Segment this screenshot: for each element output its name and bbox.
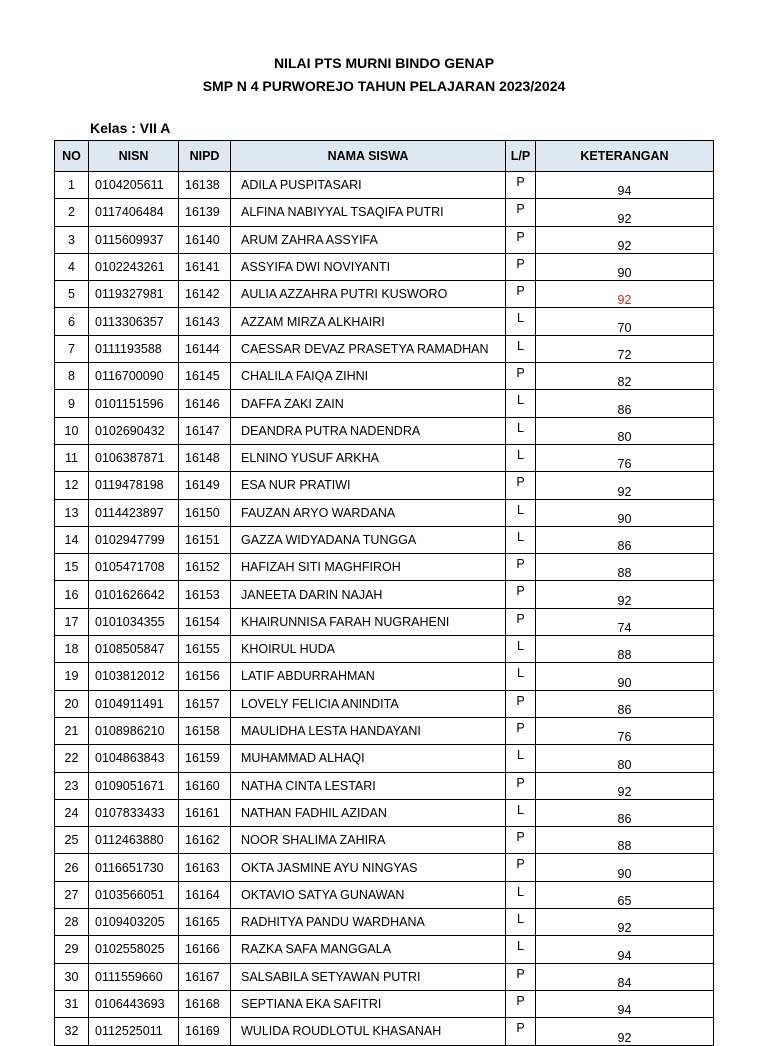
student-name-cell: GAZZA WIDYADANA TUNGGA xyxy=(231,526,506,553)
table-row xyxy=(55,772,714,799)
table-row xyxy=(55,663,714,690)
nisn-cell: 0101151596 xyxy=(89,390,179,417)
nipd-cell: 16156 xyxy=(179,663,231,690)
nisn-cell: 0102243261 xyxy=(89,253,179,280)
gender-cell: P xyxy=(506,472,536,499)
gender-cell: L xyxy=(506,881,536,908)
gender-cell: P xyxy=(506,690,536,717)
gender-cell: L xyxy=(506,417,536,444)
score-cell: 86 xyxy=(536,390,714,417)
student-name-cell: KHAIRUNNISA FARAH NUGRAHENI xyxy=(231,608,506,635)
row-number: 6 xyxy=(55,308,89,335)
score-cell: 86 xyxy=(536,799,714,826)
nisn-cell: 0103812012 xyxy=(89,663,179,690)
row-number: 24 xyxy=(55,799,89,826)
gender-cell: L xyxy=(506,936,536,963)
score-cell: 88 xyxy=(536,827,714,854)
document-title: NILAI PTS MURNI BINDO GENAP xyxy=(273,55,495,71)
gender-cell: P xyxy=(506,281,536,308)
nipd-cell: 16150 xyxy=(179,499,231,526)
gender-cell: P xyxy=(506,363,536,390)
student-name-cell: LATIF ABDURRAHMAN xyxy=(231,663,506,690)
student-name-cell: OKTAVIO SATYA GUNAWAN xyxy=(231,881,506,908)
header-nipd: NIPD xyxy=(179,141,231,172)
table-row xyxy=(55,963,714,990)
student-name-cell: ASSYIFA DWI NOVIYANTI xyxy=(231,253,506,280)
gender-cell: P xyxy=(506,717,536,744)
student-name-cell: SALSABILA SETYAWAN PUTRI xyxy=(231,963,506,990)
student-name-cell: RADHITYA PANDU WARDHANA xyxy=(231,909,506,936)
nipd-cell: 16154 xyxy=(179,608,231,635)
nipd-cell: 16161 xyxy=(179,799,231,826)
nisn-cell: 0104911491 xyxy=(89,690,179,717)
nipd-cell: 16146 xyxy=(179,390,231,417)
table-row xyxy=(55,253,714,280)
nipd-cell: 16148 xyxy=(179,444,231,471)
row-number: 4 xyxy=(55,253,89,280)
gender-cell: L xyxy=(506,526,536,553)
score-cell: 92 xyxy=(536,281,714,308)
row-number: 3 xyxy=(55,226,89,253)
row-number: 2 xyxy=(55,199,89,226)
nisn-cell: 0102947799 xyxy=(89,526,179,553)
score-cell: 92 xyxy=(536,226,714,253)
nipd-cell: 16153 xyxy=(179,581,231,608)
nipd-cell: 16159 xyxy=(179,745,231,772)
header-nama-siswa: NAMA SISWA xyxy=(231,141,506,172)
score-cell: 88 xyxy=(536,554,714,581)
row-number: 8 xyxy=(55,363,89,390)
student-name-cell: MAULIDHA LESTA HANDAYANI xyxy=(231,717,506,744)
row-number: 10 xyxy=(55,417,89,444)
table-body xyxy=(55,172,714,1046)
table-row xyxy=(55,581,714,608)
nipd-cell: 16138 xyxy=(179,172,231,199)
gender-cell: P xyxy=(506,1018,536,1045)
nipd-cell: 16144 xyxy=(179,335,231,362)
table-row xyxy=(55,199,714,226)
table-row xyxy=(55,363,714,390)
row-number: 11 xyxy=(55,444,89,471)
table-row xyxy=(55,827,714,854)
gender-cell: L xyxy=(506,390,536,417)
nisn-cell: 0119478198 xyxy=(89,472,179,499)
nipd-cell: 16145 xyxy=(179,363,231,390)
student-name-cell: HAFIZAH SITI MAGHFIROH xyxy=(231,554,506,581)
table-row xyxy=(55,417,714,444)
gender-cell: L xyxy=(506,663,536,690)
score-cell: 76 xyxy=(536,444,714,471)
student-name-cell: RAZKA SAFA MANGGALA xyxy=(231,936,506,963)
score-cell: 92 xyxy=(536,581,714,608)
nisn-cell: 0114423897 xyxy=(89,499,179,526)
student-name-cell: NATHA CINTA LESTARI xyxy=(231,772,506,799)
nisn-cell: 0116700090 xyxy=(89,363,179,390)
nipd-cell: 16163 xyxy=(179,854,231,881)
row-number: 23 xyxy=(55,772,89,799)
table-row xyxy=(55,1018,714,1045)
nipd-cell: 16165 xyxy=(179,909,231,936)
score-cell: 86 xyxy=(536,526,714,553)
table-row xyxy=(55,172,714,199)
nipd-cell: 16157 xyxy=(179,690,231,717)
row-number: 32 xyxy=(55,1018,89,1045)
gender-cell: L xyxy=(506,799,536,826)
gender-cell: L xyxy=(506,444,536,471)
table-row xyxy=(55,499,714,526)
score-cell: 90 xyxy=(536,854,714,881)
table-row xyxy=(55,717,714,744)
student-name-cell: WULIDA ROUDLOTUL KHASANAH xyxy=(231,1018,506,1045)
gender-cell: L xyxy=(506,745,536,772)
score-cell: 88 xyxy=(536,636,714,663)
nisn-cell: 0106387871 xyxy=(89,444,179,471)
student-name-cell: LOVELY FELICIA ANINDITA xyxy=(231,690,506,717)
gender-cell: L xyxy=(506,335,536,362)
table-row xyxy=(55,799,714,826)
row-number: 14 xyxy=(55,526,89,553)
row-number: 25 xyxy=(55,827,89,854)
table-row xyxy=(55,444,714,471)
student-name-cell: OKTA JASMINE AYU NINGYAS xyxy=(231,854,506,881)
nipd-cell: 16162 xyxy=(179,827,231,854)
nipd-cell: 16164 xyxy=(179,881,231,908)
nisn-cell: 0101626642 xyxy=(89,581,179,608)
nisn-cell: 0115609937 xyxy=(89,226,179,253)
score-cell: 94 xyxy=(536,990,714,1017)
row-number: 5 xyxy=(55,281,89,308)
student-name-cell: ELNINO YUSUF ARKHA xyxy=(231,444,506,471)
row-number: 29 xyxy=(55,936,89,963)
table-row xyxy=(55,936,714,963)
header-no: NO xyxy=(55,141,89,172)
score-cell: 86 xyxy=(536,690,714,717)
nipd-cell: 16147 xyxy=(179,417,231,444)
nisn-cell: 0106443693 xyxy=(89,990,179,1017)
score-cell: 92 xyxy=(536,772,714,799)
row-number: 20 xyxy=(55,690,89,717)
table-row xyxy=(55,854,714,881)
table-row xyxy=(55,335,714,362)
table-row xyxy=(55,390,714,417)
row-number: 21 xyxy=(55,717,89,744)
row-number: 15 xyxy=(55,554,89,581)
gender-cell: L xyxy=(506,308,536,335)
nisn-cell: 0119327981 xyxy=(89,281,179,308)
score-cell: 65 xyxy=(536,881,714,908)
student-name-cell: SEPTIANA EKA SAFITRI xyxy=(231,990,506,1017)
nipd-cell: 16168 xyxy=(179,990,231,1017)
nipd-cell: 16160 xyxy=(179,772,231,799)
nisn-cell: 0112525011 xyxy=(89,1018,179,1045)
score-cell: 90 xyxy=(536,499,714,526)
student-name-cell: FAUZAN ARYO WARDANA xyxy=(231,499,506,526)
row-number: 7 xyxy=(55,335,89,362)
nisn-cell: 0103566051 xyxy=(89,881,179,908)
gender-cell: P xyxy=(506,854,536,881)
table-row xyxy=(55,608,714,635)
row-number: 26 xyxy=(55,854,89,881)
gender-cell: P xyxy=(506,554,536,581)
score-cell: 92 xyxy=(536,1018,714,1045)
nisn-cell: 0102690432 xyxy=(89,417,179,444)
grades-table xyxy=(54,140,714,1046)
nipd-cell: 16152 xyxy=(179,554,231,581)
score-cell: 94 xyxy=(536,936,714,963)
nipd-cell: 16155 xyxy=(179,636,231,663)
table-row xyxy=(55,226,714,253)
table-row xyxy=(55,308,714,335)
nisn-cell: 0108986210 xyxy=(89,717,179,744)
gender-cell: P xyxy=(506,608,536,635)
header-nisn: NISN xyxy=(89,141,179,172)
row-number: 27 xyxy=(55,881,89,908)
row-number: 17 xyxy=(55,608,89,635)
table-row xyxy=(55,554,714,581)
nisn-cell: 0109403205 xyxy=(89,909,179,936)
nipd-cell: 16167 xyxy=(179,963,231,990)
nisn-cell: 0113306357 xyxy=(89,308,179,335)
gender-cell: P xyxy=(506,226,536,253)
gender-cell: P xyxy=(506,827,536,854)
row-number: 22 xyxy=(55,745,89,772)
student-name-cell: KHOIRUL HUDA xyxy=(231,636,506,663)
table-row xyxy=(55,990,714,1017)
nipd-cell: 16166 xyxy=(179,936,231,963)
student-name-cell: ESA NUR PRATIWI xyxy=(231,472,506,499)
gender-cell: P xyxy=(506,253,536,280)
table-header xyxy=(55,141,714,172)
document-subtitle: SMP N 4 PURWOREJO TAHUN PELAJARAN 2023/2024 xyxy=(202,78,566,94)
score-cell: 92 xyxy=(536,199,714,226)
nisn-cell: 0102558025 xyxy=(89,936,179,963)
class-label: Kelas : VII A xyxy=(90,120,171,136)
score-cell: 94 xyxy=(536,172,714,199)
nipd-cell: 16143 xyxy=(179,308,231,335)
gender-cell: P xyxy=(506,963,536,990)
nipd-cell: 16158 xyxy=(179,717,231,744)
row-number: 18 xyxy=(55,636,89,663)
nisn-cell: 0116651730 xyxy=(89,854,179,881)
table-row xyxy=(55,881,714,908)
gender-cell: P xyxy=(506,172,536,199)
nisn-cell: 0105471708 xyxy=(89,554,179,581)
nisn-cell: 0117406484 xyxy=(89,199,179,226)
table-row xyxy=(55,472,714,499)
score-cell: 70 xyxy=(536,308,714,335)
student-name-cell: ALFINA NABIYYAL TSAQIFA PUTRI xyxy=(231,199,506,226)
student-name-cell: NOOR SHALIMA ZAHIRA xyxy=(231,827,506,854)
student-name-cell: JANEETA DARIN NAJAH xyxy=(231,581,506,608)
gender-cell: L xyxy=(506,636,536,663)
table-row xyxy=(55,526,714,553)
gender-cell: L xyxy=(506,909,536,936)
gender-cell: P xyxy=(506,581,536,608)
header-lp: L/P xyxy=(506,141,536,172)
nipd-cell: 16151 xyxy=(179,526,231,553)
score-cell: 80 xyxy=(536,417,714,444)
table-row xyxy=(55,281,714,308)
nisn-cell: 0104863843 xyxy=(89,745,179,772)
student-name-cell: NATHAN FADHIL AZIDAN xyxy=(231,799,506,826)
student-name-cell: AULIA AZZAHRA PUTRI KUSWORO xyxy=(231,281,506,308)
student-name-cell: CAESSAR DEVAZ PRASETYA RAMADHAN xyxy=(231,335,506,362)
nisn-cell: 0107833433 xyxy=(89,799,179,826)
gender-cell: L xyxy=(506,499,536,526)
nipd-cell: 16142 xyxy=(179,281,231,308)
score-cell: 92 xyxy=(536,472,714,499)
student-name-cell: ADILA PUSPITASARI xyxy=(231,172,506,199)
nipd-cell: 16141 xyxy=(179,253,231,280)
nipd-cell: 16169 xyxy=(179,1018,231,1045)
student-name-cell: DEANDRA PUTRA NADENDRA xyxy=(231,417,506,444)
nisn-cell: 0111193588 xyxy=(89,335,179,362)
row-number: 19 xyxy=(55,663,89,690)
row-number: 13 xyxy=(55,499,89,526)
gender-cell: P xyxy=(506,990,536,1017)
header-keterangan: KETERANGAN xyxy=(536,141,714,172)
row-number: 31 xyxy=(55,990,89,1017)
nisn-cell: 0109051671 xyxy=(89,772,179,799)
student-name-cell: CHALILA FAIQA ZIHNI xyxy=(231,363,506,390)
table-row xyxy=(55,909,714,936)
nipd-cell: 16149 xyxy=(179,472,231,499)
score-cell: 84 xyxy=(536,963,714,990)
score-cell: 90 xyxy=(536,253,714,280)
gender-cell: P xyxy=(506,199,536,226)
nisn-cell: 0104205611 xyxy=(89,172,179,199)
nisn-cell: 0111559660 xyxy=(89,963,179,990)
student-name-cell: DAFFA ZAKI ZAIN xyxy=(231,390,506,417)
student-name-cell: MUHAMMAD ALHAQI xyxy=(231,745,506,772)
row-number: 30 xyxy=(55,963,89,990)
row-number: 16 xyxy=(55,581,89,608)
nipd-cell: 16139 xyxy=(179,199,231,226)
table-row xyxy=(55,745,714,772)
nisn-cell: 0112463880 xyxy=(89,827,179,854)
score-cell: 80 xyxy=(536,745,714,772)
row-number: 1 xyxy=(55,172,89,199)
score-cell: 90 xyxy=(536,663,714,690)
nipd-cell: 16140 xyxy=(179,226,231,253)
student-name-cell: AZZAM MIRZA ALKHAIRI xyxy=(231,308,506,335)
score-cell: 76 xyxy=(536,717,714,744)
table-row xyxy=(55,636,714,663)
nisn-cell: 0108505847 xyxy=(89,636,179,663)
row-number: 12 xyxy=(55,472,89,499)
nisn-cell: 0101034355 xyxy=(89,608,179,635)
gender-cell: P xyxy=(506,772,536,799)
score-cell: 92 xyxy=(536,909,714,936)
score-cell: 82 xyxy=(536,363,714,390)
table-row xyxy=(55,690,714,717)
score-cell: 74 xyxy=(536,608,714,635)
row-number: 28 xyxy=(55,909,89,936)
student-name-cell: ARUM ZAHRA ASSYIFA xyxy=(231,226,506,253)
row-number: 9 xyxy=(55,390,89,417)
score-cell: 72 xyxy=(536,335,714,362)
